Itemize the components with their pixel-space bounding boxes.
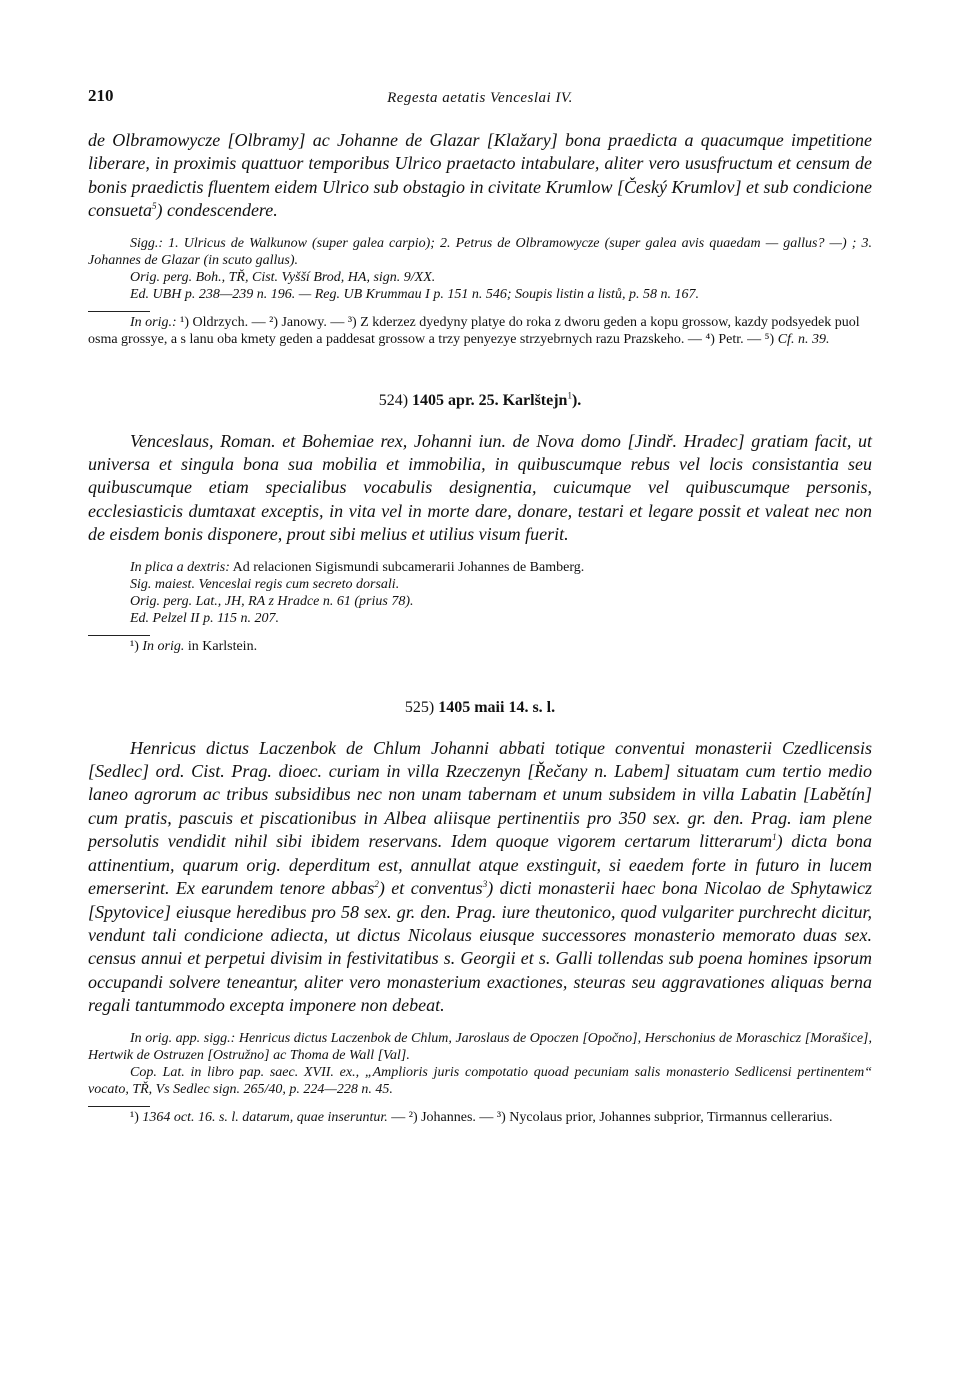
entry-525-text: Henricus dictus Laczenbok de Chlum Johanni abbati totique conventui monasterii Czedlicensis [Sedlec] ord. Cist. Prag. dioec. curiam in villa Rzeczenyn [Řečany n. Labem] situatam cum tertio medio laneo agrorum ac tribus subsidibus nec non unam tabernam et unum subsidem in villa Labatin [Labětín] cum pratis, pascuis et piscationibus in Albea aliisque pertinentiis pro 350 sex. gr. den. Prag. iam plene persolutis vendidit nihil sibi ibidem reservans. Idem quoque vigorem certarum litterarum$^1$) dicta bona attinentium, quarum orig. deperditum est, annullat atque exstinguit, si eaedem forte in futuro in lucem emerserint. Ex earundem tenore abbas$^2$) et conventus$^3$) dicti monasterii haec bona Nicolao de Sphytawicz [Spytovice] eiusque heredibus pro 58 sex. gr. den. Prag. iure theutonico, quod vulgariter purchrecht dicitur, vendunt tali condicione adiecta, ut dictus Nicolaus eiusque successores monasterio memorato duas sex. census annui et perpetui divisim in festivitatibus s. Georgii et s. Galli tollendas sub poena homines ipsorum occupandi solvere teneantur, aliter vero monasterium exactiones, steuras seu aggravationes aliquas berna regali tantummodo excepta imponere non debeat. — [88, 737, 872, 1016]
orig-note: Orig. perg. Boh., TŘ, Cist. Vyšší Brod, HA, sign. 9/XX. — [130, 269, 436, 285]
entry-524-plica: In plica a dextris: Ad relacionen Sigismundi subcamerarii Johannes de Bamberg. — [130, 559, 585, 575]
entry-525-copy-note: Cop. Lat. in libro pap. saec. XVII. ex., „Amplioris juris compotatio quoad pecuniam salis monasterio Sedlicensi pertinentem“ vocato, TŘ, Vs Sedlec sign. 265/40, p. 224—228 n. 45. — [88, 1064, 872, 1097]
entry-524-seal-note: Sig. maiest. Venceslai regis cum secreto dorsali. — [130, 576, 400, 592]
footnote-in-orig: In orig.: ¹) Oldrzych. — ²) Janowy. — ³) Z kderzez dyedyny platye do roka z dworu geden a kopu grossow, kazdy podsyedek puol osma grossye, a s lanu oba kmety geden a paddesat grossow a trzy penyezye strzyebrnych razu Prazskeho. — ⁴) Petr. — ⁵) Cf. n. 39. — [88, 314, 860, 347]
entry-525-footnote: ¹) 1364 oct. 16. s. l. datarum, quae inseruntur. — ²) Johannes. — ³) Nycolaus prior, Johannes subprior, Tirmannus cellerarius. — [130, 1109, 833, 1125]
document-page — [88, 86, 872, 1126]
sigg-note: Sigg.: 1. Ulricus de Walkunow (super galea carpio); 2. Petrus de Olbramowycze (super galea avis quaedam — gallus? —) ; 3. Johannes de Glazar (in scuto gallus). — [88, 235, 872, 268]
continuation-text: de Olbramowycze [Olbramy] ac Johanne de Glazar [Klažary] bona praedicta a quacumque impetitione liberare, in proximis quattuor temporibus Ulrico praetacto intabulare, aliter vero ususfructum et censum de bonis praedictis fluentem eidem Ulrico sub obstagio in civitate Krumlow [Český Krumlov] et sub condicione consueta$^5$) condescendere. — [88, 130, 872, 221]
page-number: 210 — [88, 86, 114, 105]
footnote-rule — [88, 311, 150, 312]
footnote-rule — [88, 1106, 150, 1107]
running-header — [88, 86, 872, 116]
entry-524-edition-note: Ed. Pelzel II p. 115 n. 207. — [130, 610, 280, 626]
edition-note: Ed. UBH p. 238—239 n. 196. — Reg. UB Krummau I p. 151 n. 546; Soupis listin a listů, p. 58 n. 167. — [130, 286, 699, 302]
footnote-rule — [88, 635, 150, 636]
entry-524-heading: 524) 1405 apr. 25. Karlštejn$^1$). — [378, 390, 582, 409]
entry-524-footnote: ¹) In orig. in Karlstein. — [130, 638, 258, 654]
entry-524-text: Venceslaus, Roman. et Bohemiae rex, Johanni iun. de Nova domo [Jindř. Hradec] gratiam facit, ut universa et singula bona sua mobilia et immobilia, in quibuscumque rebus vel locis consistantia seu quibuscumque etiam specialibus vocabulis designentia, cuicumque vel quibuscumque personis, ecclesiasticis dumtaxat exceptis, in vita vel in morte dare, donare, testari et legare possit et valeat nec non de eisdem bonis disponere, prout sibi melius et utilius visum fuerit. — [88, 430, 872, 545]
entry-524-orig-note: Orig. perg. Lat., JH, RA z Hradce n. 61 (prius 78). — [130, 593, 414, 609]
entry-525-sigg-note: In orig. app. sigg.: Henricus dictus Laczenbok de Chlum, Jaroslaus de Opoczen [Opočno], Herschonius de Moraschicz [Morašice], Hertwik de Ostruzen [Ostružno] ac Thoma de Wall [Val]. — [88, 1030, 872, 1063]
running-title: Regesta aetatis Venceslai IV. — [387, 90, 573, 106]
entry-525-heading: 525) 1405 maii 14. s. l. — [404, 698, 556, 716]
